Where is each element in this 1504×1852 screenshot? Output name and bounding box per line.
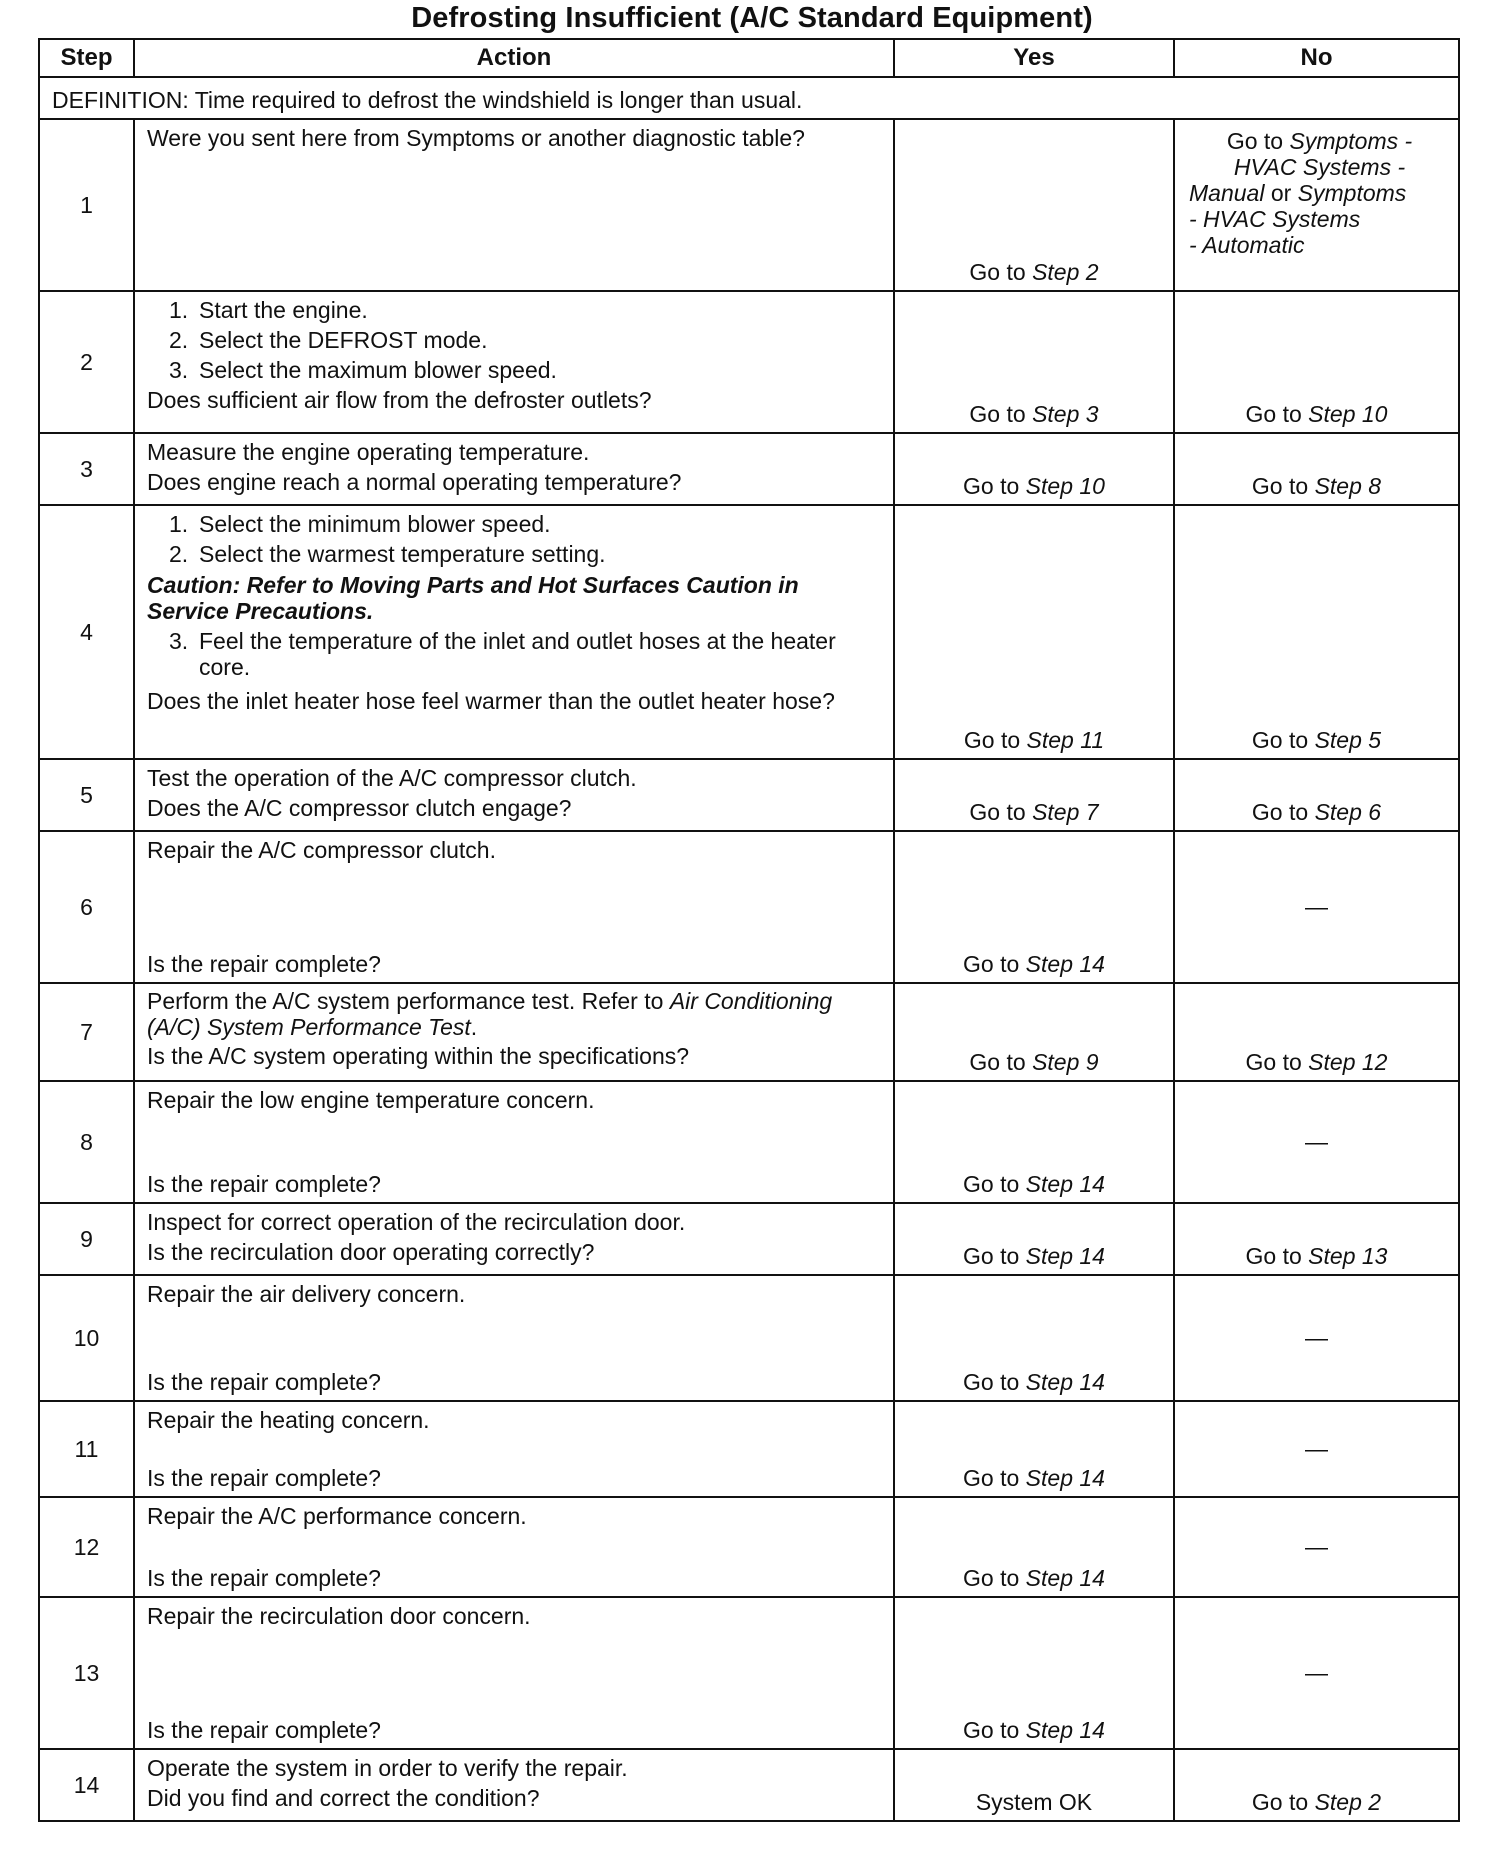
table-row: [39, 759, 1459, 831]
step-number: 11: [39, 1401, 134, 1497]
no-result: —: [1305, 893, 1328, 920]
no-result: —: [1305, 1128, 1328, 1155]
action-cell: [134, 831, 894, 983]
table-row: [39, 1749, 1459, 1821]
action-cell: [134, 1749, 894, 1821]
step-number: 13: [39, 1597, 134, 1749]
step-number: 8: [39, 1081, 134, 1203]
table-row: [39, 1497, 1459, 1597]
yes-cell: [894, 1275, 1174, 1401]
action-text: Perform the A/C system performance test. Refer to Air Conditioning (A/C) System Performance Test.: [147, 988, 833, 1040]
list-item: 1. Select the minimum blower speed.: [169, 511, 551, 537]
no-cell: [1174, 1497, 1459, 1597]
question-text: Is the repair complete?: [147, 1369, 381, 1395]
no-result: Go to Step 12: [1245, 1049, 1388, 1075]
yes-result: Go to Step 14: [963, 951, 1105, 977]
yes-cell: [894, 831, 1174, 983]
yes-result: Go to Step 7: [969, 799, 1099, 825]
yes-cell: [894, 1203, 1174, 1275]
no-cell: [1174, 1401, 1459, 1497]
step-number: 7: [39, 983, 134, 1081]
action-cell: [134, 1081, 894, 1203]
list-item: 3. Select the maximum blower speed.: [169, 357, 557, 383]
question-text: Is the repair complete?: [147, 951, 381, 977]
list-item: 3. Feel the temperature of the inlet and outlet hoses at the heater core.: [169, 628, 836, 680]
yes-cell: [894, 983, 1174, 1081]
action-cell: [134, 759, 894, 831]
list-item: 1. Start the engine.: [169, 297, 368, 323]
table-row: [39, 433, 1459, 505]
no-cell: [1174, 505, 1459, 759]
header-no: No: [1174, 39, 1459, 77]
yes-cell: [894, 759, 1174, 831]
question-text: Does the inlet heater hose feel warmer than the outlet heater hose?: [147, 688, 835, 714]
question-text: Is the A/C system operating within the specifications?: [147, 1043, 690, 1069]
table-row: [39, 1275, 1459, 1401]
yes-cell: [894, 1749, 1174, 1821]
no-cell: [1174, 1203, 1459, 1275]
yes-result: Go to Step 3: [969, 401, 1099, 427]
no-result: Go to Symptoms - HVAC Systems - Manual or Symptoms - HVAC Systems - Automatic: [1189, 128, 1413, 258]
no-result: Go to Step 5: [1251, 727, 1382, 753]
action-cell: [134, 291, 894, 433]
step-number: 2: [39, 291, 134, 433]
no-result: Go to Step 2: [1251, 1789, 1382, 1815]
no-result: Go to Step 6: [1251, 799, 1382, 825]
yes-result: Go to Step 14: [963, 1171, 1105, 1197]
yes-result: Go to Step 14: [963, 1717, 1105, 1743]
step-number: 5: [39, 759, 134, 831]
question-text: Is the recirculation door operating correctly?: [147, 1239, 595, 1265]
yes-result: Go to Step 14: [963, 1243, 1105, 1269]
step-number: 3: [39, 433, 134, 505]
action-cell: [134, 1203, 894, 1275]
header-yes: Yes: [894, 39, 1174, 77]
yes-cell: [894, 505, 1174, 759]
yes-result: Go to Step 2: [969, 259, 1099, 285]
action-text: Test the operation of the A/C compressor clutch.: [147, 765, 637, 791]
no-cell: [1174, 759, 1459, 831]
list-item: 2. Select the DEFROST mode.: [169, 327, 488, 353]
no-result: Go to Step 10: [1245, 401, 1388, 427]
yes-result: Go to Step 9: [969, 1049, 1099, 1075]
table-row: [39, 1203, 1459, 1275]
header-step: Step: [39, 39, 134, 77]
header-action: Action: [134, 39, 894, 77]
action-cell: [134, 1275, 894, 1401]
yes-cell: [894, 1597, 1174, 1749]
table-row: [39, 119, 1459, 291]
table-row: [39, 1081, 1459, 1203]
no-cell: [1174, 1749, 1459, 1821]
no-cell: [1174, 1597, 1459, 1749]
action-text: Repair the A/C performance concern.: [147, 1503, 527, 1529]
question-text: Does the A/C compressor clutch engage?: [147, 795, 572, 821]
yes-result: Go to Step 14: [963, 1465, 1105, 1491]
action-text: Repair the air delivery concern.: [147, 1281, 466, 1307]
step-number: 10: [39, 1275, 134, 1401]
step-number: 9: [39, 1203, 134, 1275]
yes-result: Go to Step 11: [963, 727, 1105, 753]
no-result: Go to Step 8: [1251, 473, 1382, 499]
yes-cell: [894, 1081, 1174, 1203]
definition: DEFINITION: Time required to defrost the windshield is longer than usual.: [39, 77, 1459, 119]
question-text: Is the repair complete?: [147, 1565, 381, 1591]
no-cell: [1174, 983, 1459, 1081]
step-number: 1: [39, 119, 134, 291]
action-cell: [134, 1401, 894, 1497]
question-text: Were you sent here from Symptoms or another diagnostic table?: [147, 125, 805, 151]
no-result: —: [1305, 1324, 1328, 1351]
yes-cell: [894, 119, 1174, 291]
step-number: 6: [39, 831, 134, 983]
action-cell: [134, 1597, 894, 1749]
question-text: Is the repair complete?: [147, 1717, 381, 1743]
question-text: Does engine reach a normal operating temperature?: [147, 469, 682, 495]
yes-result: Go to Step 14: [963, 1565, 1105, 1591]
no-cell: [1174, 1275, 1459, 1401]
action-text: Repair the heating concern.: [147, 1407, 430, 1433]
diagnostic-table: [38, 38, 1460, 1822]
question-text: Does sufficient air flow from the defroster outlets?: [147, 387, 652, 413]
action-text: Operate the system in order to verify the repair.: [147, 1755, 628, 1781]
definition-row: [39, 77, 1459, 119]
no-cell: [1174, 291, 1459, 433]
table-row: [39, 983, 1459, 1081]
step-number: 12: [39, 1497, 134, 1597]
table-row: [39, 291, 1459, 433]
no-result: —: [1305, 1659, 1328, 1686]
table-row: [39, 831, 1459, 983]
question-text: Did you find and correct the condition?: [147, 1785, 540, 1811]
action-text: Repair the low engine temperature concern.: [147, 1087, 595, 1113]
yes-result: Go to Step 14: [963, 1369, 1105, 1395]
question-text: Is the repair complete?: [147, 1171, 381, 1197]
action-text: Measure the engine operating temperature.: [147, 439, 590, 465]
page-title: Defrosting Insufficient (A/C Standard Equipment): [411, 2, 1093, 34]
action-cell: [134, 1497, 894, 1597]
action-cell: [134, 433, 894, 505]
no-cell: [1174, 433, 1459, 505]
action-cell: [134, 505, 894, 759]
action-cell: [134, 119, 894, 291]
question-text: Is the repair complete?: [147, 1465, 381, 1491]
step-number: 14: [39, 1749, 134, 1821]
no-result: —: [1305, 1533, 1328, 1560]
yes-cell: [894, 1401, 1174, 1497]
table-row: [39, 505, 1459, 759]
no-cell: [1174, 119, 1459, 291]
yes-result: Go to Step 10: [963, 473, 1105, 499]
table-row: [39, 1597, 1459, 1749]
no-cell: [1174, 1081, 1459, 1203]
yes-result: System OK: [975, 1789, 1093, 1815]
no-result: Go to Step 13: [1245, 1243, 1388, 1269]
action-text: Inspect for correct operation of the recirculation door.: [147, 1209, 686, 1235]
step-number: 4: [39, 505, 134, 759]
yes-cell: [894, 291, 1174, 433]
yes-cell: [894, 1497, 1174, 1597]
caution-note: Caution: Refer to Moving Parts and Hot Surfaces Caution in Service Precautions.: [147, 572, 799, 624]
list-item: 2. Select the warmest temperature setting.: [169, 541, 606, 567]
no-cell: [1174, 831, 1459, 983]
header-row: [39, 39, 1459, 77]
table-row: [39, 1401, 1459, 1497]
action-cell: [134, 983, 894, 1081]
no-result: —: [1305, 1435, 1328, 1462]
action-text: Repair the recirculation door concern.: [147, 1603, 531, 1629]
action-text: Repair the A/C compressor clutch.: [147, 837, 496, 863]
yes-cell: [894, 433, 1174, 505]
